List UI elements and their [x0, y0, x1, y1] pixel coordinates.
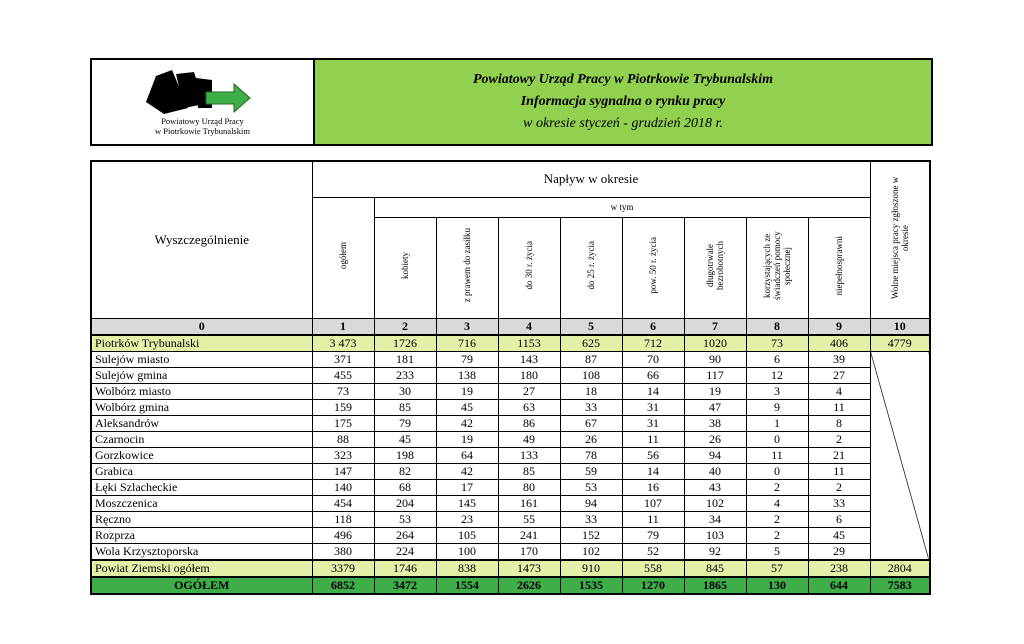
cell: 241 — [498, 527, 560, 543]
cell: 80 — [498, 479, 560, 495]
cell: 64 — [436, 447, 498, 463]
cell: 3 473 — [312, 335, 374, 352]
cell: 87 — [560, 351, 622, 367]
cell: 6 — [746, 351, 808, 367]
cell: 59 — [560, 463, 622, 479]
row-label: Aleksandrów — [91, 415, 312, 431]
cell: 90 — [684, 351, 746, 367]
cell: 4 — [746, 495, 808, 511]
row-label: Łęki Szlacheckie — [91, 479, 312, 495]
cell: 26 — [684, 431, 746, 447]
cell: 14 — [622, 463, 684, 479]
cell: 66 — [622, 367, 684, 383]
cell: 8 — [808, 415, 870, 431]
cell: 88 — [312, 431, 374, 447]
cell: 18 — [560, 383, 622, 399]
cell: 108 — [560, 367, 622, 383]
cell: 42 — [436, 415, 498, 431]
cell: 625 — [560, 335, 622, 352]
cell: 105 — [436, 527, 498, 543]
cell: 7583 — [870, 577, 930, 594]
cell: 2804 — [870, 560, 930, 577]
cell: 73 — [746, 335, 808, 352]
cell: 233 — [374, 367, 436, 383]
col-sub-3-label: do 30 r. życia — [524, 241, 534, 290]
col-sub-5 — [622, 217, 684, 318]
table-row — [91, 560, 930, 577]
cell: 52 — [622, 543, 684, 560]
cell: 371 — [312, 351, 374, 367]
cell: 17 — [436, 479, 498, 495]
col-sub-6 — [684, 217, 746, 318]
row-label: Wolbórz miasto — [91, 383, 312, 399]
cell: 143 — [498, 351, 560, 367]
col-number: 3 — [436, 318, 498, 335]
cell: 27 — [498, 383, 560, 399]
cell: 55 — [498, 511, 560, 527]
col-sub-7-label: korzystających ze świadczeń pomocy społecznej — [762, 231, 792, 300]
col-number: 6 — [622, 318, 684, 335]
row-label: Wola Krzysztoporska — [91, 543, 312, 560]
cell: 264 — [374, 527, 436, 543]
cell: 82 — [374, 463, 436, 479]
title-office: Powiatowy Urząd Pracy w Piotrkowie Trybunalskim — [472, 72, 774, 87]
cell: 38 — [684, 415, 746, 431]
table-row — [91, 447, 930, 463]
table-row — [91, 415, 930, 431]
cell: 118 — [312, 511, 374, 527]
cell: 79 — [436, 351, 498, 367]
cell: 78 — [560, 447, 622, 463]
cell: 2626 — [498, 577, 560, 594]
cell: 100 — [436, 543, 498, 560]
cell: 716 — [436, 335, 498, 352]
group-header: Napływ w okresie — [312, 161, 870, 197]
cell: 152 — [560, 527, 622, 543]
cell: 845 — [684, 560, 746, 577]
row-label: Grabica — [91, 463, 312, 479]
col-sub-3 — [498, 217, 560, 318]
cell: 145 — [436, 495, 498, 511]
col-sub-4 — [560, 217, 622, 318]
table-row — [91, 577, 930, 594]
cell: 11 — [746, 447, 808, 463]
col-number: 8 — [746, 318, 808, 335]
cell: 33 — [808, 495, 870, 511]
cell: 159 — [312, 399, 374, 415]
cell: 73 — [312, 383, 374, 399]
col-sub-5-label: pow. 50 r. życia — [648, 237, 658, 294]
cell: 57 — [746, 560, 808, 577]
cell: 103 — [684, 527, 746, 543]
cell: 94 — [560, 495, 622, 511]
table-row — [91, 479, 930, 495]
cell: 455 — [312, 367, 374, 383]
cell: 175 — [312, 415, 374, 431]
cell: 11 — [808, 463, 870, 479]
row-label: Gorzkowice — [91, 447, 312, 463]
cell: 45 — [436, 399, 498, 415]
cell: 53 — [374, 511, 436, 527]
cell: 644 — [808, 577, 870, 594]
cell: 1865 — [684, 577, 746, 594]
cell: 4779 — [870, 335, 930, 352]
col-sub-4-label: do 25 r. życia — [586, 241, 596, 290]
cell: 85 — [374, 399, 436, 415]
cell: 21 — [808, 447, 870, 463]
cell: 29 — [808, 543, 870, 560]
cell: 42 — [436, 463, 498, 479]
pup-logo — [142, 68, 272, 118]
cell: 3 — [746, 383, 808, 399]
row-label: Sulejów miasto — [91, 351, 312, 367]
col-number: 1 — [312, 318, 374, 335]
cell: 33 — [560, 511, 622, 527]
cell: 79 — [622, 527, 684, 543]
cell: 86 — [498, 415, 560, 431]
cell: 140 — [312, 479, 374, 495]
cell: 1473 — [498, 560, 560, 577]
cell: 2 — [746, 527, 808, 543]
cell: 107 — [622, 495, 684, 511]
cell: 39 — [808, 351, 870, 367]
cell: 558 — [622, 560, 684, 577]
row-label: Piotrków Trybunalski — [91, 335, 312, 352]
cell: 45 — [374, 431, 436, 447]
cell: 170 — [498, 543, 560, 560]
cell: 130 — [746, 577, 808, 594]
col-wolne-label: Wolne miejsca pracy zgłoszone w okresie — [889, 176, 910, 299]
cell: 45 — [808, 527, 870, 543]
cell: 33 — [560, 399, 622, 415]
table-row — [91, 463, 930, 479]
cell: 1020 — [684, 335, 746, 352]
cell: 133 — [498, 447, 560, 463]
row-label: Rozprza — [91, 527, 312, 543]
cell: 92 — [684, 543, 746, 560]
cell: 838 — [436, 560, 498, 577]
cell: 496 — [312, 527, 374, 543]
cell: 454 — [312, 495, 374, 511]
cell: 117 — [684, 367, 746, 383]
cell: 0 — [746, 431, 808, 447]
cell: 6 — [808, 511, 870, 527]
cell: 1535 — [560, 577, 622, 594]
report-header — [90, 58, 933, 146]
cell: 68 — [374, 479, 436, 495]
cell: 6852 — [312, 577, 374, 594]
cell: 31 — [622, 415, 684, 431]
cell: 2 — [808, 431, 870, 447]
table-row — [91, 511, 930, 527]
cell: 23 — [436, 511, 498, 527]
col-sub-8 — [808, 217, 870, 318]
cell: 1746 — [374, 560, 436, 577]
col-sub-7 — [746, 217, 808, 318]
cell: 3472 — [374, 577, 436, 594]
cell: 3379 — [312, 560, 374, 577]
cell: 11 — [808, 399, 870, 415]
col-number: 4 — [498, 318, 560, 335]
logo-caption-line-2: w Piotrkowie Trybunalskim — [155, 126, 250, 136]
table-row — [91, 367, 930, 383]
cell: 85 — [498, 463, 560, 479]
cell: 12 — [746, 367, 808, 383]
cell: 11 — [622, 511, 684, 527]
cell: 30 — [374, 383, 436, 399]
table-row — [91, 351, 930, 367]
col-sub-2 — [436, 217, 498, 318]
cell: 2 — [808, 479, 870, 495]
title-cell — [315, 60, 931, 144]
cell: 43 — [684, 479, 746, 495]
cell: 11 — [622, 431, 684, 447]
cell: 63 — [498, 399, 560, 415]
table-row — [91, 335, 930, 352]
cell: 1153 — [498, 335, 560, 352]
col-sub-1 — [374, 217, 436, 318]
cell: 1726 — [374, 335, 436, 352]
cell: 161 — [498, 495, 560, 511]
cell: 406 — [808, 335, 870, 352]
cell: 910 — [560, 560, 622, 577]
empty-diagonal-cell — [870, 351, 930, 560]
cell: 34 — [684, 511, 746, 527]
cell: 16 — [622, 479, 684, 495]
row-label: Sulejów gmina — [91, 367, 312, 383]
cell: 9 — [746, 399, 808, 415]
logo-caption-line-1: Powiatowy Urząd Pracy — [161, 116, 244, 126]
cell: 238 — [808, 560, 870, 577]
cell: 94 — [684, 447, 746, 463]
cell: 138 — [436, 367, 498, 383]
cell: 102 — [560, 543, 622, 560]
row-label: Ręczno — [91, 511, 312, 527]
col-number: 5 — [560, 318, 622, 335]
table-row — [91, 495, 930, 511]
col-sub-2-label: z prawem do zasiłku — [462, 228, 472, 303]
cell: 2 — [746, 479, 808, 495]
cell: 14 — [622, 383, 684, 399]
col-sub-8-label: niepełnosprawni — [834, 235, 844, 296]
table-row — [91, 527, 930, 543]
col-wolne — [870, 161, 930, 318]
cell: 323 — [312, 447, 374, 463]
cell: 180 — [498, 367, 560, 383]
cell: 102 — [684, 495, 746, 511]
cell: 40 — [684, 463, 746, 479]
col-number: 9 — [808, 318, 870, 335]
logo-caption — [92, 116, 313, 136]
title-period: w okresie styczeń - grudzień 2018 r. — [523, 116, 723, 131]
cell: 5 — [746, 543, 808, 560]
cell: 27 — [808, 367, 870, 383]
cell: 224 — [374, 543, 436, 560]
total-label: OGÓŁEM — [91, 577, 312, 594]
cell: 19 — [436, 431, 498, 447]
row-label: Czarnocin — [91, 431, 312, 447]
cell: 1 — [746, 415, 808, 431]
subgroup-header: w tym — [374, 197, 870, 217]
cell: 712 — [622, 335, 684, 352]
col-number: 0 — [91, 318, 312, 335]
cell: 1554 — [436, 577, 498, 594]
cell: 79 — [374, 415, 436, 431]
cell: 1270 — [622, 577, 684, 594]
cell: 4 — [808, 383, 870, 399]
cell: 31 — [622, 399, 684, 415]
cell: 70 — [622, 351, 684, 367]
logo-cell — [92, 60, 315, 144]
row-label: Moszczenica — [91, 495, 312, 511]
row-label: Wolbórz gmina — [91, 399, 312, 415]
labour-market-table — [90, 160, 931, 595]
cell: 2 — [746, 511, 808, 527]
cell: 181 — [374, 351, 436, 367]
col-sub-1-label: kobiety — [400, 252, 410, 279]
col-number: 7 — [684, 318, 746, 335]
cell: 56 — [622, 447, 684, 463]
cell: 19 — [436, 383, 498, 399]
table-row — [91, 399, 930, 415]
cell: 67 — [560, 415, 622, 431]
row-label: Powiat Ziemski ogółem — [91, 560, 312, 577]
col-sub-6-label: długotrwale bezrobotnych — [705, 241, 725, 290]
cell: 147 — [312, 463, 374, 479]
cell: 53 — [560, 479, 622, 495]
col-number: 10 — [870, 318, 930, 335]
col-ogolem — [312, 197, 374, 318]
table-row — [91, 543, 930, 560]
cell: 204 — [374, 495, 436, 511]
col-number: 2 — [374, 318, 436, 335]
table-row — [91, 431, 930, 447]
cell: 47 — [684, 399, 746, 415]
cell: 49 — [498, 431, 560, 447]
cell: 19 — [684, 383, 746, 399]
cell: 26 — [560, 431, 622, 447]
table-row — [91, 383, 930, 399]
col-ogolem-label: ogółem — [338, 242, 348, 269]
cell: 0 — [746, 463, 808, 479]
cell: 198 — [374, 447, 436, 463]
row-header: Wyszczególnienie — [91, 161, 312, 318]
title-report: Informacja sygnalna o rynku pracy — [520, 94, 726, 109]
cell: 380 — [312, 543, 374, 560]
